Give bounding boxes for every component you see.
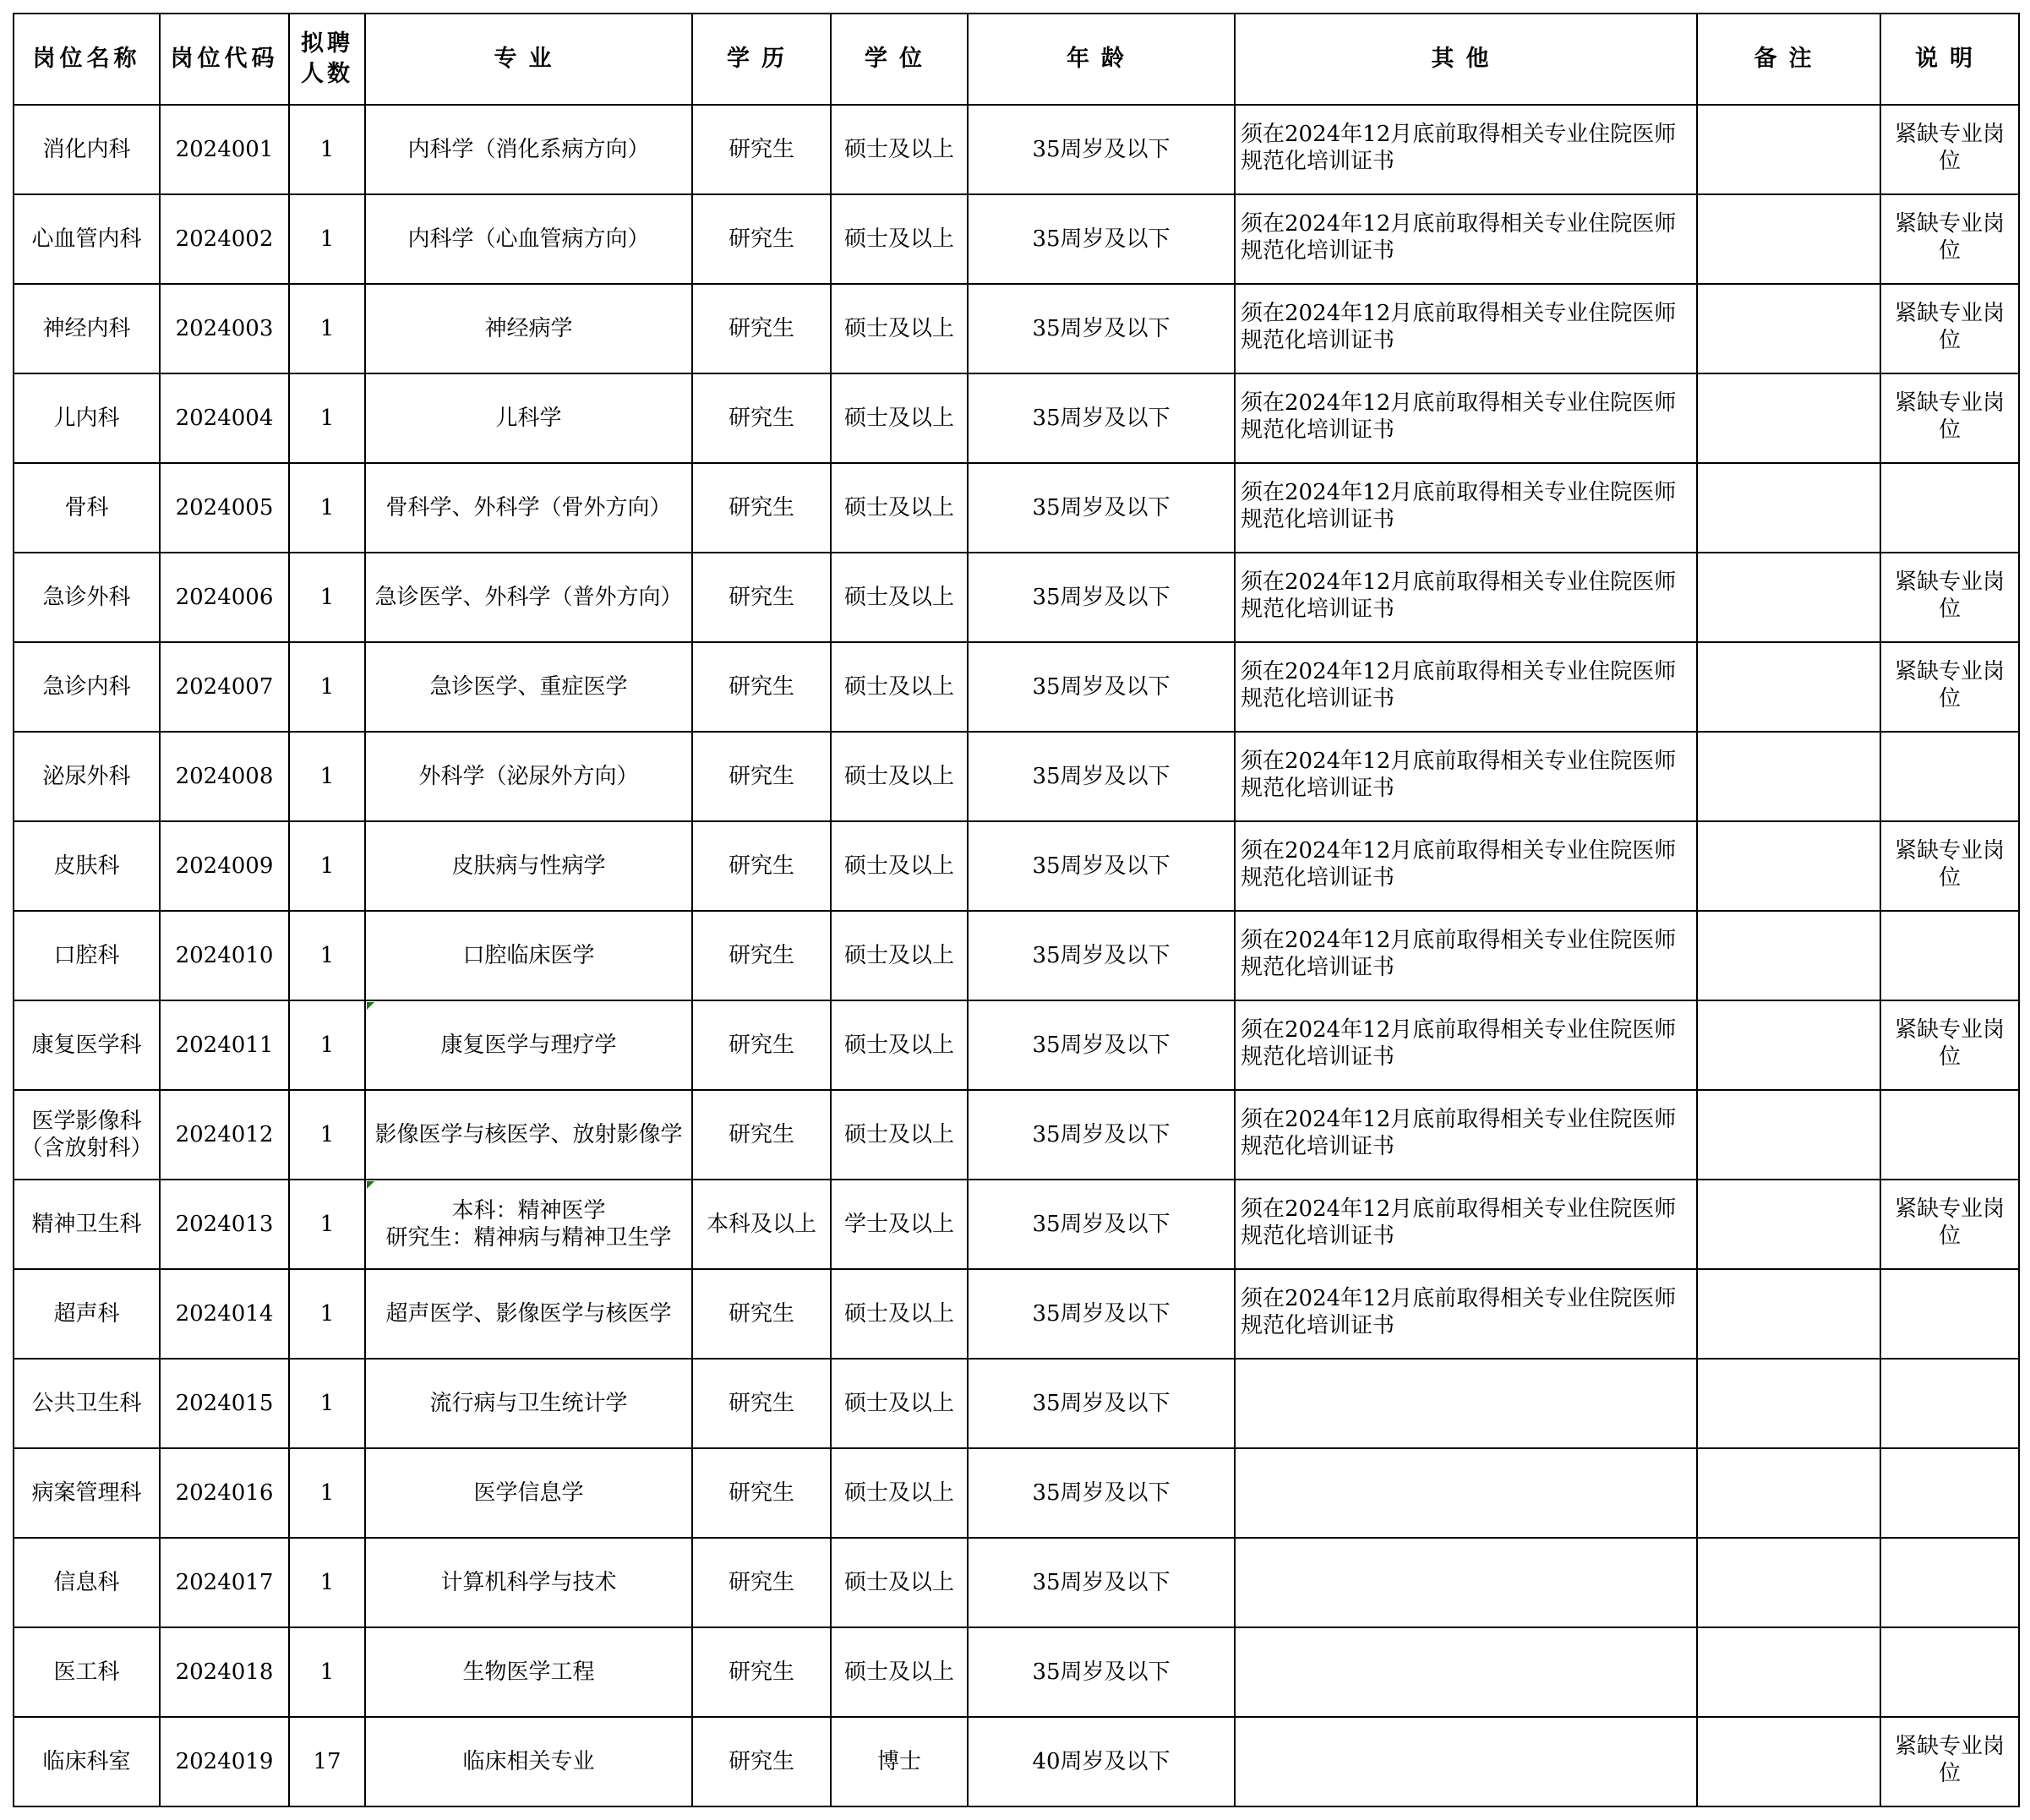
cell-remark (1697, 1538, 1880, 1627)
cell-count: 1 (289, 821, 365, 911)
cell-code: 2024010 (160, 911, 289, 1000)
cell-name: 临床科室 (14, 1717, 160, 1806)
cell-remark (1697, 463, 1880, 553)
cell-edu: 研究生 (692, 642, 831, 732)
cell-name: 公共卫生科 (14, 1359, 160, 1448)
cell-edu: 研究生 (692, 1448, 831, 1538)
cell-degree: 硕士及以上 (831, 1448, 968, 1538)
cell-name: 神经内科 (14, 284, 160, 373)
cell-name: 康复医学科 (14, 1000, 160, 1090)
cell-other: 须在2024年12月底前取得相关专业住院医师规范化培训证书 (1235, 284, 1697, 373)
header-note: 说明 (1880, 14, 2019, 105)
cell-note: 紧缺专业岗位 (1880, 1180, 2019, 1269)
cell-age: 35周岁及以下 (968, 1000, 1235, 1090)
cell-degree: 硕士及以上 (831, 821, 968, 911)
cell-degree: 硕士及以上 (831, 1538, 968, 1627)
cell-major: 急诊医学、重症医学 (365, 642, 692, 732)
cell-remark (1697, 732, 1880, 821)
cell-name: 急诊外科 (14, 553, 160, 642)
cell-edu: 研究生 (692, 105, 831, 194)
cell-age: 35周岁及以下 (968, 821, 1235, 911)
cell-name: 超声科 (14, 1269, 160, 1359)
cell-remark (1697, 1000, 1880, 1090)
cell-other: 须在2024年12月底前取得相关专业住院医师规范化培训证书 (1235, 1180, 1697, 1269)
cell-degree: 硕士及以上 (831, 1627, 968, 1717)
cell-major: 外科学（泌尿外方向） (365, 732, 692, 821)
cell-age: 35周岁及以下 (968, 1448, 1235, 1538)
cell-age: 35周岁及以下 (968, 373, 1235, 463)
comment-marker (367, 1181, 374, 1189)
table-row (14, 732, 2019, 821)
header-count: 拟聘 人数 (289, 14, 365, 105)
cell-code: 2024006 (160, 553, 289, 642)
table-row (14, 642, 2019, 732)
cell-degree: 硕士及以上 (831, 284, 968, 373)
header-age: 年龄 (968, 14, 1235, 105)
cell-other: 须在2024年12月底前取得相关专业住院医师规范化培训证书 (1235, 105, 1697, 194)
cell-note: 紧缺专业岗位 (1880, 642, 2019, 732)
table-row (14, 1538, 2019, 1627)
header-degree: 学位 (831, 14, 968, 105)
cell-code: 2024005 (160, 463, 289, 553)
cell-age: 35周岁及以下 (968, 1180, 1235, 1269)
table-row (14, 1359, 2019, 1448)
cell-major: 康复医学与理疗学 (365, 1000, 692, 1090)
table-row (14, 1627, 2019, 1717)
cell-other: 须在2024年12月底前取得相关专业住院医师规范化培训证书 (1235, 1000, 1697, 1090)
cell-other: 须在2024年12月底前取得相关专业住院医师规范化培训证书 (1235, 821, 1697, 911)
cell-code: 2024002 (160, 194, 289, 284)
cell-age: 35周岁及以下 (968, 463, 1235, 553)
cell-name: 精神卫生科 (14, 1180, 160, 1269)
cell-edu: 研究生 (692, 463, 831, 553)
cell-age: 35周岁及以下 (968, 553, 1235, 642)
cell-count: 1 (289, 284, 365, 373)
table-row (14, 194, 2019, 284)
cell-code: 2024013 (160, 1180, 289, 1269)
cell-age: 35周岁及以下 (968, 194, 1235, 284)
cell-note: 紧缺专业岗位 (1880, 553, 2019, 642)
cell-age: 35周岁及以下 (968, 105, 1235, 194)
header-edu: 学历 (692, 14, 831, 105)
cell-major: 影像医学与核医学、放射影像学 (365, 1090, 692, 1180)
cell-edu: 研究生 (692, 821, 831, 911)
cell-edu: 研究生 (692, 1717, 831, 1806)
cell-code: 2024018 (160, 1627, 289, 1717)
cell-count: 17 (289, 1717, 365, 1806)
cell-age: 35周岁及以下 (968, 911, 1235, 1000)
table-row (14, 1180, 2019, 1269)
cell-major: 流行病与卫生统计学 (365, 1359, 692, 1448)
cell-name: 信息科 (14, 1538, 160, 1627)
cell-degree: 硕士及以上 (831, 105, 968, 194)
cell-remark (1697, 373, 1880, 463)
cell-name: 急诊内科 (14, 642, 160, 732)
cell-remark (1697, 1359, 1880, 1448)
cell-degree: 硕士及以上 (831, 911, 968, 1000)
header-row (14, 14, 2019, 105)
cell-note (1880, 911, 2019, 1000)
cell-other (1235, 1717, 1697, 1806)
cell-note: 紧缺专业岗位 (1880, 821, 2019, 911)
cell-name: 医工科 (14, 1627, 160, 1717)
cell-remark (1697, 642, 1880, 732)
cell-note: 紧缺专业岗位 (1880, 373, 2019, 463)
cell-other (1235, 1538, 1697, 1627)
header-name: 岗位名称 (14, 14, 160, 105)
cell-count: 1 (289, 105, 365, 194)
cell-note: 紧缺专业岗位 (1880, 194, 2019, 284)
table-row (14, 284, 2019, 373)
cell-count: 1 (289, 911, 365, 1000)
cell-age: 35周岁及以下 (968, 1090, 1235, 1180)
cell-remark (1697, 1448, 1880, 1538)
cell-code: 2024016 (160, 1448, 289, 1538)
cell-count: 1 (289, 1538, 365, 1627)
cell-name: 医学影像科 （含放射科） (14, 1090, 160, 1180)
cell-edu: 研究生 (692, 373, 831, 463)
cell-other: 须在2024年12月底前取得相关专业住院医师规范化培训证书 (1235, 911, 1697, 1000)
cell-edu: 研究生 (692, 1269, 831, 1359)
cell-edu: 研究生 (692, 1538, 831, 1627)
table-row (14, 553, 2019, 642)
cell-edu: 研究生 (692, 553, 831, 642)
cell-major: 临床相关专业 (365, 1717, 692, 1806)
cell-major: 口腔临床医学 (365, 911, 692, 1000)
table-row (14, 1269, 2019, 1359)
cell-other: 须在2024年12月底前取得相关专业住院医师规范化培训证书 (1235, 642, 1697, 732)
cell-code: 2024004 (160, 373, 289, 463)
cell-remark (1697, 194, 1880, 284)
cell-major: 急诊医学、外科学（普外方向） (365, 553, 692, 642)
cell-note (1880, 1627, 2019, 1717)
cell-edu: 研究生 (692, 1090, 831, 1180)
cell-age: 35周岁及以下 (968, 284, 1235, 373)
cell-other: 须在2024年12月底前取得相关专业住院医师规范化培训证书 (1235, 732, 1697, 821)
cell-name: 消化内科 (14, 105, 160, 194)
cell-age: 35周岁及以下 (968, 1359, 1235, 1448)
cell-other: 须在2024年12月底前取得相关专业住院医师规范化培训证书 (1235, 1090, 1697, 1180)
cell-major: 内科学（心血管病方向） (365, 194, 692, 284)
cell-count: 1 (289, 1000, 365, 1090)
cell-degree: 学士及以上 (831, 1180, 968, 1269)
cell-age: 35周岁及以下 (968, 642, 1235, 732)
cell-degree: 硕士及以上 (831, 553, 968, 642)
table-row (14, 911, 2019, 1000)
cell-remark (1697, 1090, 1880, 1180)
cell-name: 病案管理科 (14, 1448, 160, 1538)
table-row (14, 105, 2019, 194)
cell-name: 儿内科 (14, 373, 160, 463)
cell-degree: 硕士及以上 (831, 1000, 968, 1090)
cell-code: 2024017 (160, 1538, 289, 1627)
cell-degree: 硕士及以上 (831, 732, 968, 821)
job-postings-table (13, 13, 2020, 1807)
cell-count: 1 (289, 1180, 365, 1269)
cell-degree: 硕士及以上 (831, 194, 968, 284)
cell-note: 紧缺专业岗位 (1880, 1000, 2019, 1090)
cell-count: 1 (289, 373, 365, 463)
table-row (14, 1717, 2019, 1806)
cell-remark (1697, 553, 1880, 642)
cell-code: 2024015 (160, 1359, 289, 1448)
cell-note: 紧缺专业岗位 (1880, 1717, 2019, 1806)
cell-major: 计算机科学与技术 (365, 1538, 692, 1627)
cell-code: 2024011 (160, 1000, 289, 1090)
cell-age: 35周岁及以下 (968, 1538, 1235, 1627)
cell-note: 紧缺专业岗位 (1880, 105, 2019, 194)
cell-major: 神经病学 (365, 284, 692, 373)
cell-note (1880, 1359, 2019, 1448)
cell-count: 1 (289, 553, 365, 642)
cell-other (1235, 1359, 1697, 1448)
cell-remark (1697, 1180, 1880, 1269)
cell-other (1235, 1448, 1697, 1538)
cell-degree: 硕士及以上 (831, 642, 968, 732)
cell-note (1880, 1269, 2019, 1359)
cell-note: 紧缺专业岗位 (1880, 284, 2019, 373)
cell-edu: 本科及以上 (692, 1180, 831, 1269)
cell-edu: 研究生 (692, 911, 831, 1000)
cell-edu: 研究生 (692, 1000, 831, 1090)
cell-count: 1 (289, 1359, 365, 1448)
cell-age: 40周岁及以下 (968, 1717, 1235, 1806)
cell-edu: 研究生 (692, 284, 831, 373)
table-row (14, 463, 2019, 553)
cell-note (1880, 1538, 2019, 1627)
cell-remark (1697, 1717, 1880, 1806)
cell-count: 1 (289, 732, 365, 821)
cell-major: 内科学（消化系病方向） (365, 105, 692, 194)
cell-degree: 硕士及以上 (831, 1090, 968, 1180)
cell-remark (1697, 1627, 1880, 1717)
cell-name: 皮肤科 (14, 821, 160, 911)
header-remark: 备注 (1697, 14, 1880, 105)
comment-marker (367, 1002, 374, 1010)
cell-degree: 硕士及以上 (831, 373, 968, 463)
cell-name: 泌尿外科 (14, 732, 160, 821)
cell-count: 1 (289, 1269, 365, 1359)
cell-name: 口腔科 (14, 911, 160, 1000)
cell-other: 须在2024年12月底前取得相关专业住院医师规范化培训证书 (1235, 1269, 1697, 1359)
cell-note (1880, 1448, 2019, 1538)
cell-remark (1697, 105, 1880, 194)
cell-remark (1697, 1269, 1880, 1359)
cell-other: 须在2024年12月底前取得相关专业住院医师规范化培训证书 (1235, 373, 1697, 463)
cell-edu: 研究生 (692, 732, 831, 821)
cell-name: 心血管内科 (14, 194, 160, 284)
cell-code: 2024012 (160, 1090, 289, 1180)
cell-major: 本科：精神医学 研究生：精神病与精神卫生学 (365, 1180, 692, 1269)
table-row (14, 1000, 2019, 1090)
header-other: 其他 (1235, 14, 1697, 105)
cell-other: 须在2024年12月底前取得相关专业住院医师规范化培训证书 (1235, 463, 1697, 553)
cell-other (1235, 1627, 1697, 1717)
header-major: 专业 (365, 14, 692, 105)
cell-code: 2024019 (160, 1717, 289, 1806)
cell-count: 1 (289, 1448, 365, 1538)
cell-degree: 硕士及以上 (831, 1359, 968, 1448)
cell-remark (1697, 911, 1880, 1000)
table-row (14, 1090, 2019, 1180)
cell-major: 骨科学、外科学（骨外方向） (365, 463, 692, 553)
cell-count: 1 (289, 194, 365, 284)
cell-edu: 研究生 (692, 1359, 831, 1448)
table-row (14, 1448, 2019, 1538)
cell-count: 1 (289, 642, 365, 732)
cell-count: 1 (289, 463, 365, 553)
cell-code: 2024009 (160, 821, 289, 911)
cell-note (1880, 732, 2019, 821)
header-code: 岗位代码 (160, 14, 289, 105)
table-row (14, 373, 2019, 463)
cell-note (1880, 463, 2019, 553)
cell-other: 须在2024年12月底前取得相关专业住院医师规范化培训证书 (1235, 194, 1697, 284)
cell-code: 2024008 (160, 732, 289, 821)
cell-age: 35周岁及以下 (968, 1269, 1235, 1359)
cell-code: 2024007 (160, 642, 289, 732)
cell-degree: 硕士及以上 (831, 1269, 968, 1359)
cell-remark (1697, 284, 1880, 373)
cell-edu: 研究生 (692, 194, 831, 284)
cell-age: 35周岁及以下 (968, 1627, 1235, 1717)
cell-major: 儿科学 (365, 373, 692, 463)
cell-edu: 研究生 (692, 1627, 831, 1717)
cell-major: 医学信息学 (365, 1448, 692, 1538)
cell-code: 2024003 (160, 284, 289, 373)
cell-count: 1 (289, 1090, 365, 1180)
cell-major: 生物医学工程 (365, 1627, 692, 1717)
cell-code: 2024001 (160, 105, 289, 194)
cell-major: 皮肤病与性病学 (365, 821, 692, 911)
cell-name: 骨科 (14, 463, 160, 553)
cell-count: 1 (289, 1627, 365, 1717)
cell-note (1880, 1090, 2019, 1180)
cell-code: 2024014 (160, 1269, 289, 1359)
cell-degree: 博士 (831, 1717, 968, 1806)
cell-other: 须在2024年12月底前取得相关专业住院医师规范化培训证书 (1235, 553, 1697, 642)
cell-remark (1697, 821, 1880, 911)
cell-age: 35周岁及以下 (968, 732, 1235, 821)
cell-major: 超声医学、影像医学与核医学 (365, 1269, 692, 1359)
cell-degree: 硕士及以上 (831, 463, 968, 553)
table-row (14, 821, 2019, 911)
